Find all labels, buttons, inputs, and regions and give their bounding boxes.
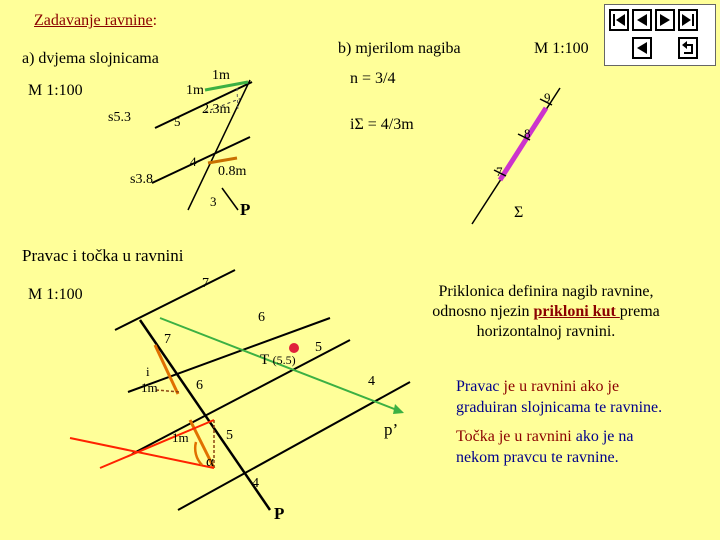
rule-point-1a: Točka je u ravnini: [456, 428, 572, 445]
contour-label-s53: s5.3: [108, 110, 131, 125]
next-page-icon: [657, 11, 673, 29]
rule-line-1b: je: [499, 378, 520, 395]
last-page-icon: [680, 11, 696, 29]
contour-c-label-7-left: 7: [164, 332, 171, 347]
fall-line-c: [140, 320, 270, 510]
p-prime-arrowhead: [393, 404, 404, 414]
explanation-line-3: horizontalnoj ravnini.: [476, 323, 616, 340]
rule-line-2: graduiran slojnicama te ravnine.: [456, 399, 663, 416]
explanation-line-1: Priklonica definira nagib ravnine,: [438, 283, 654, 300]
title-text: Zadavanje ravnine: [34, 12, 153, 29]
fall-line-label-P: P: [240, 200, 251, 219]
height-label-1m-low: 1m: [172, 430, 189, 445]
point-T-name: T: [260, 352, 269, 368]
dim-label-2-3m: 2.3m: [202, 102, 231, 117]
return-icon: [680, 39, 696, 57]
first-page-icon: [611, 11, 627, 29]
explanation-line-2c: prema: [619, 303, 660, 320]
contour-c-label-4-bottom: 4: [252, 476, 259, 491]
explanation-line-2a: odnosno njezin: [432, 303, 534, 320]
angle-label-alpha: α: [206, 454, 214, 470]
navigation-panel: [604, 4, 716, 66]
contour-c-label-7-top: 7: [202, 276, 209, 291]
fall-line-a: [188, 80, 250, 210]
contour-label-s38: s3.8: [130, 172, 153, 187]
interval-label-i: i: [146, 364, 150, 379]
next-page-button[interactable]: [655, 9, 675, 31]
angle-arc: [195, 442, 202, 465]
slope-line: [100, 420, 214, 468]
scale-label-8: 8: [524, 126, 531, 141]
contour-c-label-4-right: 4: [368, 374, 375, 389]
first-page-button[interactable]: [609, 9, 629, 31]
slope-ratio: n = 3/4: [350, 70, 396, 87]
section-c-scale: M 1:100: [28, 286, 83, 303]
section-b-label: b) mjerilom nagiba: [338, 40, 461, 57]
previous-page-icon: [634, 11, 650, 29]
scale-label-7: 7: [496, 164, 503, 179]
back-icon: [634, 39, 650, 57]
dim-label-0-8m: 0.8m: [218, 164, 247, 179]
line-label-p-prime: p’: [384, 420, 399, 439]
dim-label-1m-top: 1m: [212, 68, 230, 83]
contour-c-label-6-mid: 6: [196, 378, 203, 393]
back-button[interactable]: [632, 37, 652, 59]
section-b-scale: M 1:100: [534, 40, 589, 57]
rule-line-1d: ako je: [576, 378, 620, 395]
rule-point-1b: ako je na: [571, 428, 634, 445]
dim-label-1m-left: 1m: [186, 83, 204, 98]
rule-line-1: [456, 376, 662, 397]
rule-point-line-2: nekom pravcu te ravnine.: [456, 449, 619, 466]
rule-point-in-plane: [456, 426, 633, 468]
scale-label-9: 9: [544, 90, 551, 105]
contour-c-label-6-top: 6: [258, 310, 265, 325]
last-page-button[interactable]: [678, 9, 698, 31]
plane-label-sigma: Σ: [514, 204, 524, 221]
fall-line-a-bottom: [222, 188, 238, 210]
height-label-5: 5: [174, 114, 181, 129]
page-title: [34, 12, 157, 30]
rule-line-in-plane: [456, 376, 662, 418]
previous-page-button[interactable]: [632, 9, 652, 31]
return-button[interactable]: [678, 37, 698, 59]
height-label-4: 4: [190, 154, 197, 169]
horizontal-projection: [70, 438, 214, 468]
explanation-line-2b: prikloni kut: [533, 303, 620, 320]
rule-line-1c: u ravnini: [519, 378, 577, 395]
fall-line-label-P-c: P: [274, 504, 285, 523]
section-c-title: Pravac i točka u ravnini: [22, 246, 184, 265]
contour-c-label-5-right: 5: [315, 340, 322, 355]
contour-c-7: [115, 270, 235, 330]
section-a-scale: M 1:100: [28, 82, 83, 99]
slope-interval: iΣ = 4/3m: [350, 116, 414, 133]
section-a-label: a) dvjema slojnicama: [22, 50, 159, 67]
rule-line-1a: Pravac: [456, 378, 500, 395]
slope-scale-magenta: [500, 108, 546, 180]
point-T-coordinate: (5.5): [272, 353, 296, 367]
point-T-label: [260, 352, 296, 369]
interval-label-1m: 1m: [141, 380, 158, 395]
rule-point-line-1: [456, 426, 633, 447]
explanation-fall-line: [412, 282, 680, 342]
title-colon: :: [152, 12, 158, 29]
height-label-3: 3: [210, 194, 217, 209]
contour-c-label-5-low: 5: [226, 428, 233, 443]
explanation-line-2: [412, 302, 680, 322]
